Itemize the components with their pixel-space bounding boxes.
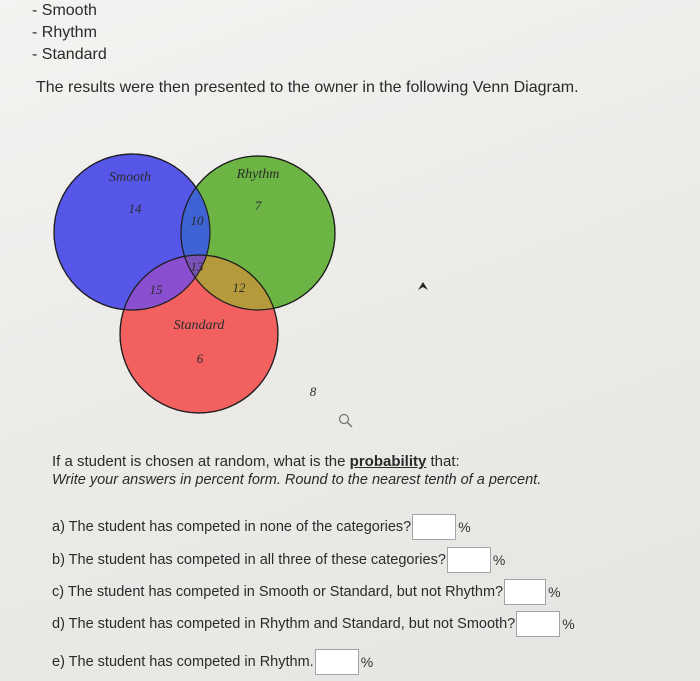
rhythm-standard-count: 12 [232,280,246,295]
answer-c-input[interactable] [504,579,546,605]
answer-b-input[interactable] [447,547,491,573]
question-a-text: a) The student has competed in none of the categories? [52,519,412,535]
answer-c-unit: % [548,584,561,600]
question-d [52,611,575,637]
question-prefix: If a student is chosen at random, what is the [52,453,350,470]
question-e [52,649,373,675]
standard-only-count: 6 [196,351,204,366]
smooth-rhythm-count: 10 [190,213,204,228]
answer-a-input[interactable] [412,514,456,540]
cursor-arrow-icon [416,280,430,294]
answer-e-unit: % [360,654,374,670]
smooth-standard-count: 15 [149,282,163,297]
category-smooth: - Smooth [32,2,97,19]
question-c [52,579,561,605]
instructions-text: Write your answers in percent form. Round to the nearest tenth of a percent. [52,472,542,488]
question-d-text: d) The student has competed in Rhythm and Standard, but not Smooth? [52,616,516,632]
rhythm-only-count: 7 [254,198,262,213]
question-b [52,547,505,573]
smooth-label: Smooth [109,170,151,185]
outside-count: 8 [309,384,317,399]
intro-text: The results were then presented to the owner in the following Venn Diagram. [36,79,579,96]
answer-d-input[interactable] [516,611,560,637]
smooth-only-count: 14 [128,201,142,216]
question-b-text: b) The student has competed in all three of these categories? [52,552,446,568]
search-icon[interactable] [338,413,354,429]
question-a [52,514,471,540]
standard-label: Standard [173,318,225,333]
category-standard: - Standard [32,46,107,63]
question-emphasis: probability [349,453,427,470]
answer-d-unit: % [562,616,575,632]
category-rhythm: - Rhythm [32,24,97,41]
answer-a-unit: % [458,519,471,535]
question-suffix: that: [426,453,460,470]
question-text [52,452,460,472]
answer-b-unit: % [492,552,506,568]
question-e-text: e) The student has competed in Rhythm. [52,654,314,670]
all-three-count: 13 [190,259,204,274]
answer-e-input[interactable] [315,649,359,675]
question-c-text: c) The student has competed in Smooth or Standard, but not Rhythm? [52,584,504,600]
rhythm-label: Rhythm [236,167,280,182]
